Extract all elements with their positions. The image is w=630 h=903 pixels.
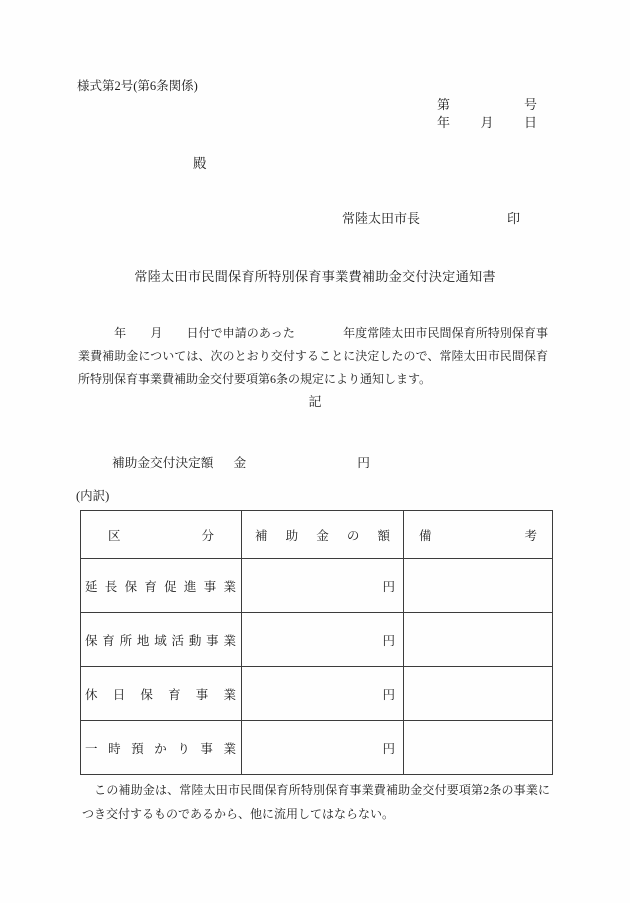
header-remarks-label: 備考 — [419, 528, 537, 543]
document-title: 常陸太田市民間保育所特別保育事業費補助金交付決定通知書 — [134, 269, 496, 284]
header-amount-cell — [242, 511, 404, 559]
body-paragraph: 年 月 日付で申請のあった 年度常陸太田市民間保育所特別保育事業費補助金については、次のとおり交付することに決定したので、常陸太田市民間保育所特別保育事業費補助金交付要項第6条の規定により通知します。 — [78, 326, 548, 386]
header-category-label: 区分 — [108, 528, 214, 543]
category-label: 延長保育促進事業 — [85, 579, 236, 594]
issuer-line — [0, 208, 630, 225]
amount-unit: 円 — [382, 633, 395, 648]
breakdown-label: (内訳) — [76, 489, 110, 503]
category-cell — [81, 721, 242, 775]
category-label: 保育所地域活動事業 — [85, 633, 236, 648]
header-category-cell — [81, 511, 242, 559]
remarks-cell — [404, 613, 553, 667]
header-remarks-cell — [404, 511, 553, 559]
category-cell — [81, 667, 242, 721]
date-year-label: 年 — [437, 115, 451, 130]
amount-unit: 円 — [382, 741, 395, 756]
amount-cell — [242, 721, 404, 775]
amount-cell — [242, 559, 404, 613]
amount-cell — [242, 667, 404, 721]
document-number-line — [437, 96, 537, 114]
doc-number-suffix: 号 — [523, 97, 537, 112]
amount-unit: 円 — [382, 687, 395, 702]
remarks-cell — [404, 721, 553, 775]
section-marker-ki: 記 — [308, 394, 322, 409]
issuer-title: 常陸太田市長 — [342, 211, 421, 226]
document-meta — [437, 96, 537, 132]
amount-cell — [242, 613, 404, 667]
document-date-line — [437, 114, 537, 132]
category-label: 休日保育事業 — [85, 687, 236, 702]
date-day-label: 日 — [523, 115, 537, 130]
form-style-label: 様式第2号(第6条関係) — [77, 79, 198, 93]
category-label: 一時預かり事業 — [85, 741, 236, 756]
amount-unit: 円 — [382, 579, 395, 594]
table-row — [81, 613, 553, 667]
currency-suffix: 円 — [357, 456, 370, 470]
breakdown-table — [80, 510, 553, 775]
date-month-label: 月 — [480, 115, 494, 130]
seal-mark: 印 — [507, 211, 521, 226]
category-cell — [81, 613, 242, 667]
award-amount-line — [112, 452, 370, 471]
table-row — [81, 667, 553, 721]
doc-number-prefix: 第 — [437, 97, 451, 112]
table-header-row — [81, 511, 553, 559]
addressee-suffix: 殿 — [193, 156, 207, 171]
remarks-cell — [404, 559, 553, 613]
footer-note: この補助金は、常陸太田市民間保育所特別保育事業費補助金交付要項第2条の事業につき交付するものであるから、他に流用してはならない。 — [82, 783, 550, 821]
currency-prefix: 金 — [233, 456, 247, 470]
category-cell — [81, 559, 242, 613]
table-row — [81, 559, 553, 613]
remarks-cell — [404, 667, 553, 721]
header-amount-label: 補助金の額 — [255, 528, 390, 543]
table-row — [81, 721, 553, 775]
award-label: 補助金交付決定額 — [112, 456, 214, 470]
